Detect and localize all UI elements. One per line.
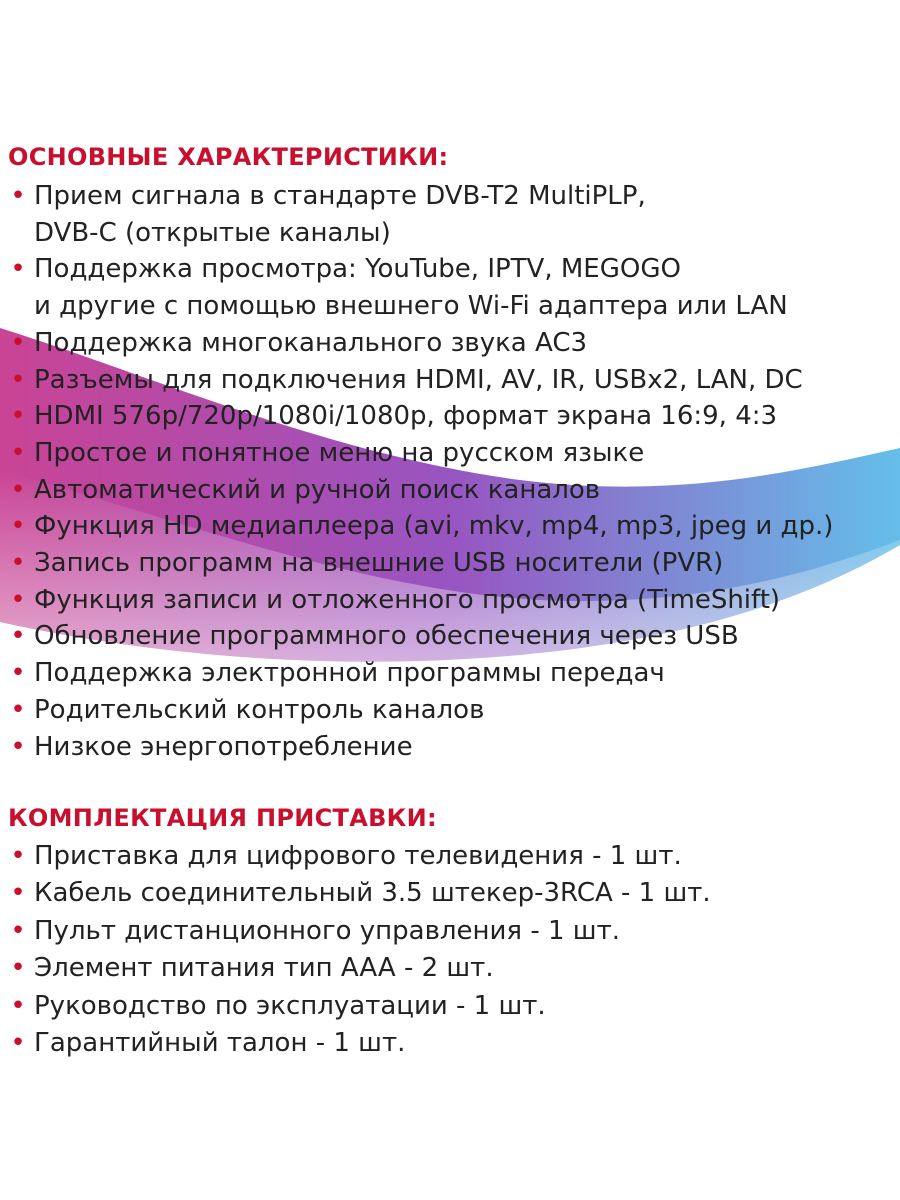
bullet-icon: •: [10, 731, 26, 762]
list-item: [0, 655, 900, 692]
list-item: [0, 950, 900, 987]
list-item: [0, 913, 900, 950]
list-item-text: Функция HD медиаплеера (avi, mkv, mp4, mp3, jpeg и др.): [34, 511, 834, 542]
bullet-icon: •: [10, 841, 26, 871]
list-item: [0, 178, 900, 251]
bullet-icon: •: [10, 658, 26, 689]
list-item-text: Низкое энергопотребление: [34, 731, 413, 762]
list-item-text: Кабель соединительный 3.5 штекер-3RCA - 1 шт.: [34, 878, 711, 909]
list-item-text: Прием сигнала в стандарте DVB-T2 MultiPLP,: [34, 181, 646, 211]
list-item: [0, 435, 900, 472]
bullet-icon: •: [10, 953, 26, 984]
bullet-icon: •: [10, 364, 26, 395]
list-item-text: Автоматический и ручной поиск каналов: [34, 474, 601, 505]
list-item-text: Простое и понятное меню на русском языке: [34, 437, 645, 468]
bullet-icon: •: [10, 181, 26, 211]
bullet-icon: •: [10, 327, 26, 358]
list-item: [0, 362, 900, 399]
bullet-icon: •: [10, 474, 26, 505]
list-item-text: Поддержка электронной программы передач: [34, 658, 665, 689]
list-item: [0, 692, 900, 729]
bullet-icon: •: [10, 990, 26, 1021]
list-item-text: DVB-C (открытые каналы): [34, 217, 391, 248]
bullet-icon: •: [10, 878, 26, 909]
list-item-text: Гарантийный талон - 1 шт.: [34, 1028, 406, 1059]
list-item: [0, 838, 900, 875]
bullet-icon: •: [10, 548, 26, 579]
list-item-text: Руководство по эксплуатации - 1 шт.: [34, 990, 546, 1021]
list-item: [0, 988, 900, 1025]
list-item: [0, 618, 900, 655]
list-item-text: Пульт дистанционного управления - 1 шт.: [34, 915, 620, 946]
list-item-text: Родительский контроль каналов: [34, 694, 485, 725]
list-item-text: Функция записи и отложенного просмотра (TimeShift): [34, 584, 781, 615]
list-item: [0, 251, 900, 324]
bullet-icon: •: [10, 694, 26, 725]
list-item-text: Элемент питания тип AAA - 2 шт.: [34, 953, 494, 984]
list-item-text: Обновление программного обеспечения через USB: [34, 621, 739, 652]
list-item-text: Запись программ на внешние USB носители (PVR): [34, 548, 724, 579]
list-item: [0, 472, 900, 509]
specifications-list: [0, 178, 900, 765]
list-item: [0, 1025, 900, 1062]
bullet-icon: •: [10, 401, 26, 432]
bullet-icon: •: [10, 254, 26, 285]
section-heading-specifications: ОСНОВНЫЕ ХАРАКТЕРИСТИКИ:: [8, 143, 449, 171]
list-item: [0, 729, 900, 766]
list-item-text: Разъемы для подключения HDMI, AV, IR, USBx2, LAN, DC: [34, 364, 803, 395]
bullet-icon: •: [10, 915, 26, 946]
list-item: [0, 875, 900, 912]
bullet-icon: •: [10, 1028, 26, 1059]
bullet-icon: •: [10, 621, 26, 652]
bullet-icon: •: [10, 584, 26, 615]
list-item: [0, 582, 900, 619]
list-item: [0, 325, 900, 362]
section-heading-package-contents: КОМПЛЕКТАЦИЯ ПРИСТАВКИ:: [8, 804, 437, 832]
bullet-icon: •: [10, 437, 26, 468]
list-item-text: Поддержка просмотра: YouTube, IPTV, MEGOGO: [34, 254, 681, 285]
list-item-text: и другие с помощью внешнего Wi-Fi адаптера или LAN: [34, 291, 788, 322]
list-item-text: HDMI 576p/720p/1080i/1080p, формат экрана 16:9, 4:3: [34, 401, 778, 432]
list-item: [0, 398, 900, 435]
list-item: [0, 545, 900, 582]
package-contents-list: [0, 838, 900, 1062]
bullet-icon: •: [10, 511, 26, 542]
list-item-text: Поддержка многоканального звука AC3: [34, 327, 588, 358]
list-item-text: Приставка для цифрового телевидения - 1 шт.: [34, 841, 682, 871]
list-item: [0, 508, 900, 545]
